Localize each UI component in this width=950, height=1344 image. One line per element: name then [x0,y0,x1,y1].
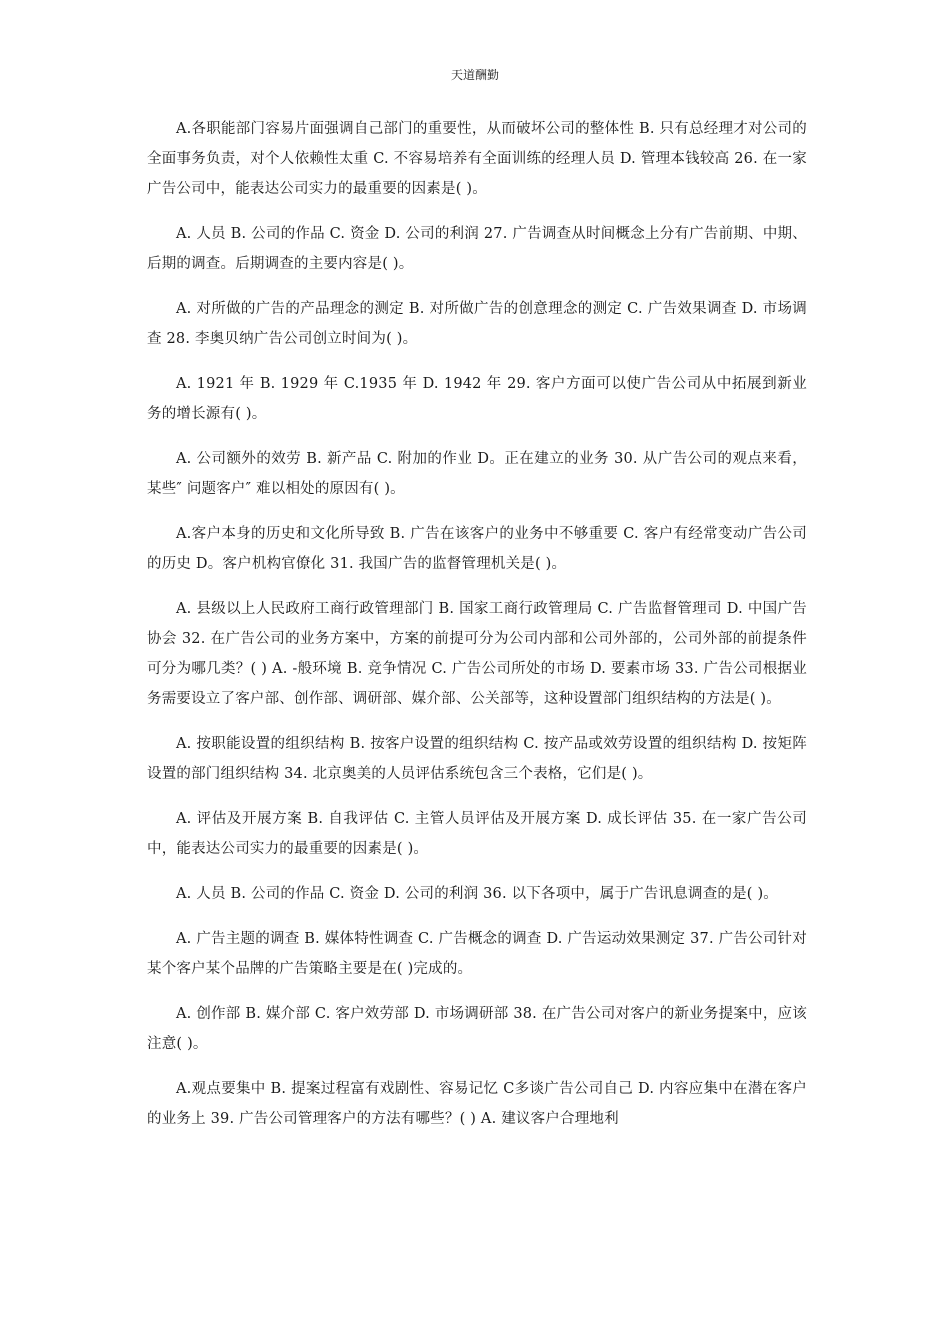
paragraph: A. 公司额外的效劳 B. 新产品 C. 附加的作业 D。正在建立的业务 30. 从广告公司的观点来看，某些″ 问题客户″ 难以相处的原因有( )。 [147,451,807,497]
paragraph: A. 评估及开展方案 B. 自我评估 C. 主管人员评估及开展方案 D. 成长评估 35. 在一家广告公司中，能表达公司实力的最重要的因素是( )。 [147,811,807,857]
paragraph: A. 1921 年 B. 1929 年 C.1935 年 D. 1942 年 29. 客户方面可以使广告公司从中拓展到新业务的增长源有( )。 [147,376,807,422]
paragraph: A. 按职能设置的组织结构 B. 按客户设置的组织结构 C. 按产品或效劳设置的组织结构 D. 按矩阵设置的部门组织结构 34. 北京奥美的人员评估系统包含三个表格，它们是( )。 [147,736,807,782]
paragraph: A. 创作部 B. 媒介部 C. 客户效劳部 D. 市场调研部 38. 在广告公司对客户的新业务提案中，应该注意( )。 [147,1006,807,1052]
paragraph: A.各职能部门容易片面强调自己部门的重要性，从而破坏公司的整体性 B. 只有总经理才对公司的全面事务负责，对个人依赖性太重 C. 不容易培养有全面训练的经理人员 D. 管理本钱较高 26. 在一家广告公司中，能表达公司实力的最重要的因素是( )。 [147,121,807,197]
paragraph: A. 对所做的广告的产品理念的测定 B. 对所做广告的创意理念的测定 C. 广告效果调查 D. 市场调查 28. 李奥贝纳广告公司创立时间为( )。 [147,301,807,347]
paragraph: A. 广告主题的调查 B. 媒体特性调查 C. 广告概念的调查 D. 广告运动效果测定 37. 广告公司针对某个客户某个品牌的广告策略主要是在( )完成的。 [147,931,807,977]
paragraph: A. 人员 B. 公司的作品 C. 资金 D. 公司的利润 36. 以下各项中，属于广告讯息调查的是( )。 [176,886,779,902]
document-body [147,114,807,1149]
paragraph: A.客户本身的历史和文化所导致 B. 广告在该客户的业务中不够重要 C. 客户有经常变动广告公司的历史 D。客户机构官僚化 31. 我国广告的监督管理机关是( )。 [147,526,807,572]
paragraph: A. 人员 B. 公司的作品 C. 资金 D. 公司的利润 27. 广告调查从时间概念上分有广告前期、中期、后期的调查。后期调查的主要内容是( )。 [147,226,807,272]
page-header: 天道酬勤 [450,68,499,82]
paragraph: A.观点要集中 B. 提案过程富有戏剧性、容易记忆 C多谈广告公司自己 D. 内容应集中在潜在客户的业务上 39. 广告公司管理客户的方法有哪些？( ) A. 建议客户合理地利 [147,1081,807,1127]
paragraph: A. 县级以上人民政府工商行政管理部门 B. 国家工商行政管理局 C. 广告监督管理司 D. 中国广告协会 32. 在广告公司的业务方案中，方案的前提可分为公司内部和公司外部的，公司外部的前提条件可分为哪几类？( ) A. -般环境 B. 竞争情况 C. 广告公司所处的市场 D. 要素市场 33. 广告公司根据业务需要设立了客户部、创作部、调研部、媒介部、公关部等，这种设置部门组织结构的方法是( )。 [147,601,807,707]
